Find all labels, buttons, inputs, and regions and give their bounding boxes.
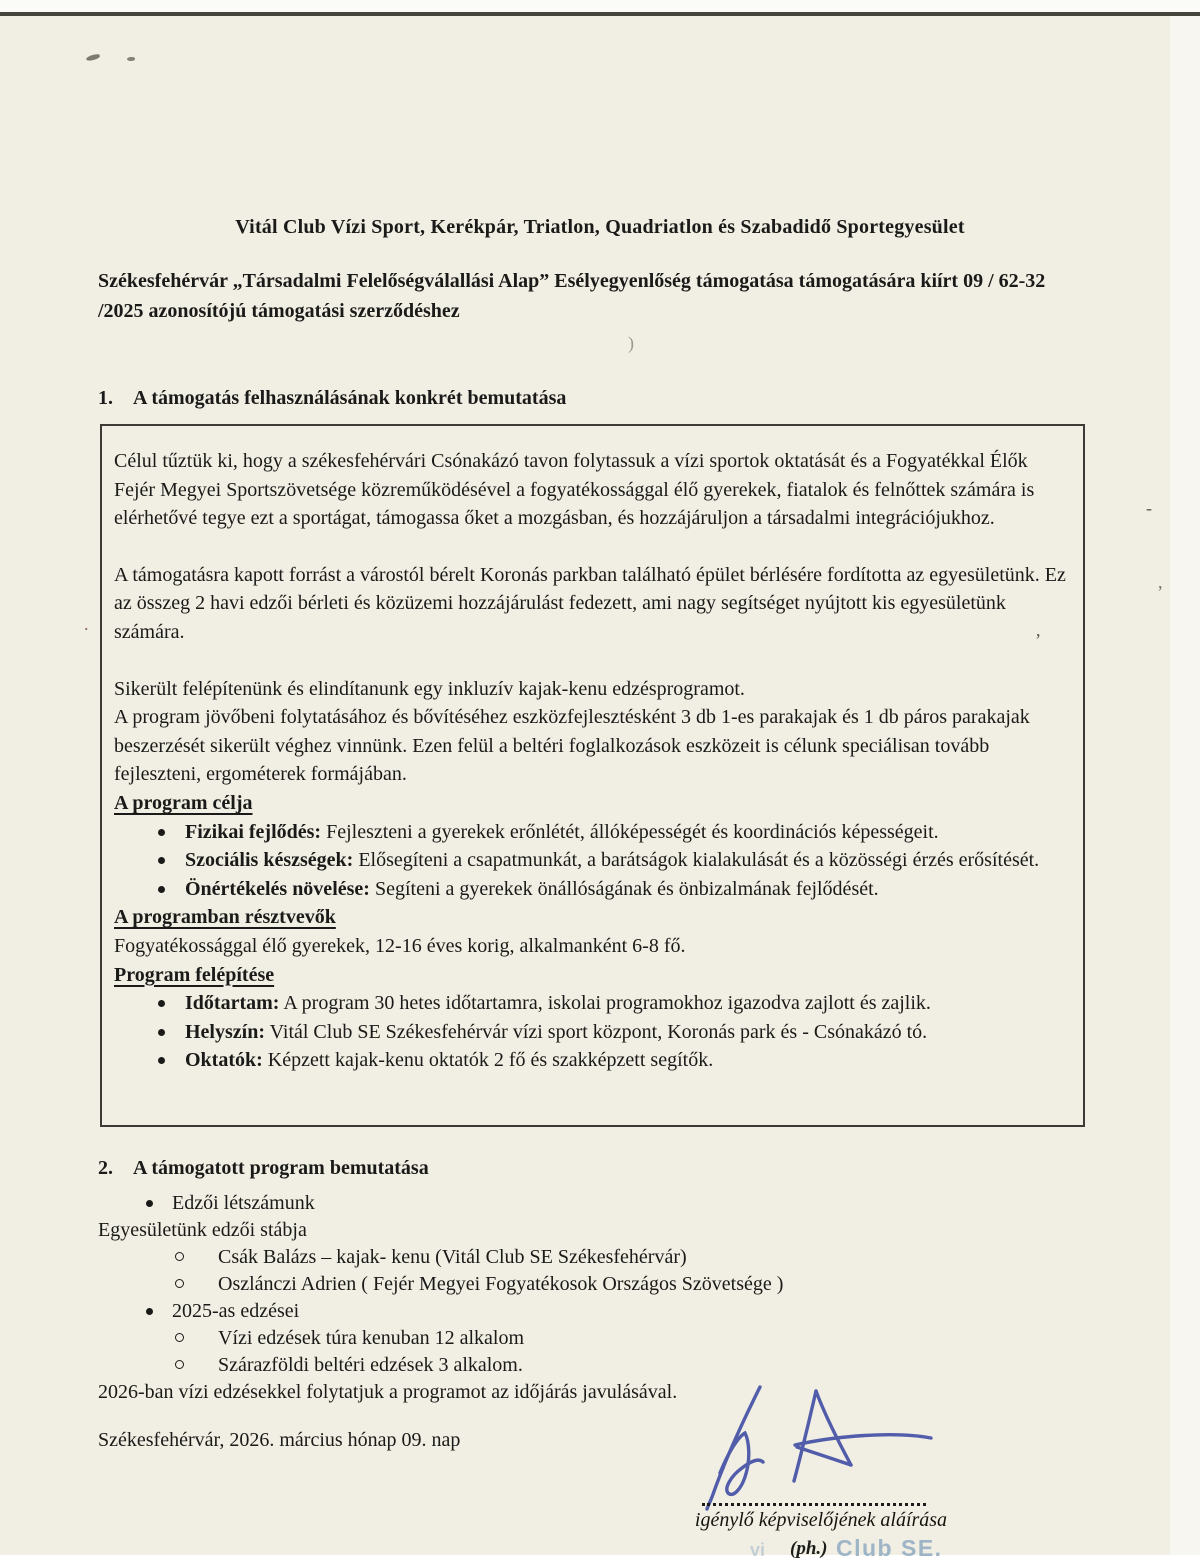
list-item-staff-intro: Egyesületünk edzői stábja [98,1219,307,1241]
section2-title: A támogatott program bemutatása [133,1157,429,1179]
list-item-staff-1: Csák Balázs – kajak- kenu (Vitál Club SE Székesfehérvár) [98,1244,1108,1271]
section2-number: 2. [98,1157,113,1179]
structure-item-text: Vitál Club SE Székesfehérvár vízi sport központ, Koronás park és - Csónakázó tó. [265,1020,928,1043]
scan-smudge [127,57,135,61]
list-item-2026-note: 2026-ban vízi edzésekkel folytatjuk a programot az időjárás javulásával. [98,1381,678,1403]
goal-item-selfesteem [114,875,1069,904]
section1-title: A támogatás felhasználásának konkrét bemutatása [133,387,567,409]
participants-heading: A programban résztvevők [114,906,336,929]
scan-edge-right [1170,16,1200,1555]
list-item-trainings-2025: 2025-as edzései [98,1298,1108,1325]
section2-list [98,1190,1108,1406]
scan-smudge [86,53,101,61]
list-item-coach-count: Edzői létszámunk [98,1190,1108,1217]
goal-item-social [114,846,1069,875]
stamp-text-partial: vi [750,1540,766,1560]
goal-item-text: Elősegíteni a csapatmunkát, a barátságok kialakulását és a közösségi érzés erősítését. [353,849,1040,872]
goal-item-label: Önértékelés növelése: [185,877,370,900]
section1-content-box [100,424,1085,1127]
signature-dotted-line [702,1485,926,1506]
list-item-water-sessions: Vízi edzések túra kenuban 12 alkalom [98,1325,1108,1352]
program-structure-heading: Program felépítése [114,963,275,986]
structure-item-instructors [114,1046,1069,1075]
signature-block [690,1375,1040,1561]
structure-item-duration [114,989,1069,1018]
club-stamp-text: Club SE. [836,1535,943,1561]
structure-item-text: A program 30 hetes időtartamra, iskolai programokhoz igazodva zajlott és zajlik. [279,992,931,1015]
scan-artifact-tick: , [1158,572,1163,592]
scan-artifact-paren: ) [628,333,634,353]
document-subtitle: Székesfehérvár „Társadalmi Felelőségválallási Alap” Esélyegyenlőség támogatása támogatására kiírt 09 / 62-32 /2025 azonosítójú támogatási szerződéshez [98,270,1046,322]
scan-artifact-comma: , [1036,620,1041,640]
structure-item-location [114,1018,1069,1047]
box-paragraph-program-detail: A program jövőbeni folytatásához és bővítéséhez eszközfejlesztésként 3 db 1-es parakajak és 1 db páros parakajak beszerzését sikerült véghez vinnünk. Ezen felül a beltéri foglalkozások eszközeit is célunk speciálisan tovább fejleszteni, ergométerek formájában. [114,706,1030,786]
date-place-line: Székesfehérvár, 2026. március hónap 09. nap [98,1429,461,1451]
document-org-title: Vitál Club Vízi Sport, Kerékpár, Triatlon, Quadriatlon és Szabadidő Sportegyesület [235,216,965,238]
section1-number: 1. [98,387,113,409]
signature-caption: igénylő képviselőjének aláírása [694,1509,948,1531]
structure-item-label: Helyszín: [185,1020,265,1043]
participants-text: Fogyatékossággal élő gyerekek, 12-16 éves korig, alkalmanként 6-8 fő. [114,934,686,957]
goal-item-physical [114,818,1069,847]
structure-item-label: Időtartam: [185,992,280,1015]
box-paragraph-goal: Célul tűztük ki, hogy a székesfehérvári Csónakázó tavon folytassuk a vízi sportok oktatását és a Fogyatékkal Élők Fejér Megyei Sportszövetsége közreműködésével a fogyatékossággal élő gyerekek, fiatalok és felnőttek számára is elérhetővé tegye ezt a sportágat, támogassa őket a mozgásban, és hozzájáruljon a társadalmi integrációjukhoz. [114,450,1035,530]
goal-item-label: Fizikai fejlődés: [185,820,322,843]
goal-item-text: Fejleszteni a gyerekek erőnlétét, állóképességét és koordinációs képességeit. [321,820,939,843]
scan-artifact-dash: - [1146,498,1152,518]
structure-item-text: Képzett kajak-kenu oktatók 2 fő és szakképzett segítők. [262,1049,714,1072]
section2-heading [98,1157,429,1180]
box-paragraph-funding: A támogatásra kapott forrást a várostól bérelt Koronás parkban található épület bérlésére fordította az egyesületünk. Ez az összeg 2 havi edzői bérleti és közüzemi hozzájárulást fedezett, ami nagy segítséget nyújtott kis egyesületünk számára. [114,563,1066,643]
scan-artifact-dot: . [84,614,89,634]
structure-item-label: Oktatók: [185,1049,263,1072]
goal-item-label: Szociális készségek: [185,849,354,872]
ph-seal-label: (ph.) [790,1538,828,1559]
list-item-staff-2: Oszlánczi Adrien ( Fejér Megyei Fogyatékosok Országos Szövetsége ) [98,1271,1108,1298]
scan-edge-line [0,12,1200,16]
goal-item-text: Segíteni a gyerekek önállóságának és önbizalmának fejlődését. [369,877,879,900]
scan-edge-top [0,0,1200,12]
program-goal-heading: A program célja [114,791,253,814]
list-item-indoor-sessions: Szárazföldi beltéri edzések 3 alkalom. [98,1352,1108,1379]
section1-heading [98,387,566,410]
box-paragraph-program-intro: Sikerült felépítenünk és elindítanunk egy inkluzív kajak-kenu edzésprogramot. [114,677,745,700]
